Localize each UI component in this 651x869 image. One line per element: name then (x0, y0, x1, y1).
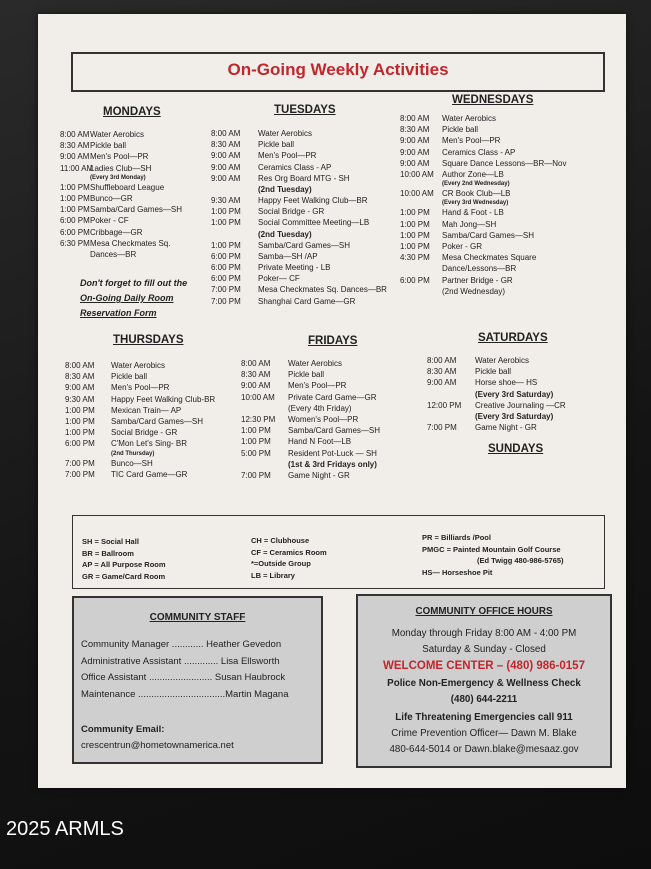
legend-item: SH = Social Hall (82, 537, 139, 546)
activity-time: 1:00 PM (65, 417, 95, 427)
activity-name: Res Org Board MTG - SH (258, 173, 350, 183)
activity-row (400, 135, 567, 146)
activity-note: (Every 3rd Monday) (90, 174, 146, 181)
activity-name: Samba/Card Games—SH (111, 417, 204, 427)
activity-row (211, 296, 387, 307)
activity-row (65, 371, 215, 382)
legend-item: BR = Ballroom (82, 548, 134, 558)
activity-name: Horse shoe— HS (475, 378, 538, 388)
activity-name: CR Book Club—LB (442, 189, 511, 199)
weekend-hours: Saturday & Sunday - Closed (422, 644, 546, 655)
activity-time: 1:00 PM (400, 219, 430, 229)
activity-row (65, 394, 215, 405)
activity-row (241, 403, 380, 414)
activity-row (400, 275, 567, 286)
activity-row (211, 139, 387, 150)
staff-row: Administrative Assistant ............. Lisa Ellsworth (81, 655, 280, 667)
activity-note: (2nd Thursday) (111, 450, 155, 457)
day-heading-saturdays: SATURDAYS (478, 332, 548, 344)
activity-note: (Every 3rd Wednesday) (442, 200, 509, 207)
activity-row (241, 358, 380, 369)
activity-time: 9:00 AM (211, 151, 241, 161)
activity-time: 8:00 AM (400, 114, 430, 123)
activity-name: Bunco—GR (90, 194, 133, 204)
activity-time: 6:00 PM (211, 274, 241, 284)
community-email: crescentrun@hometownamerica.net (81, 740, 234, 751)
staff-row: Community Manager ............ Heather Gevedon (81, 639, 282, 650)
activity-time: 9:00 AM (400, 147, 430, 157)
activity-row (241, 448, 380, 459)
flyer-title: On-Going Weekly Activities (227, 60, 449, 79)
activity-note: (Every 2nd Wednesday) (442, 181, 510, 188)
activity-name: Samba/Card Games—SH (90, 205, 183, 215)
reminder-line: Reservation Form (80, 308, 157, 318)
legend-item: LB = Library (251, 570, 295, 580)
activity-name: Ladies Club—SH (90, 163, 152, 173)
emergency-line: Life Threatening Emergencies call 911 (395, 712, 573, 723)
activity-row (211, 262, 387, 273)
activity-name: Water Aerobics (475, 356, 529, 365)
activity-name: Water Aerobics (258, 129, 312, 138)
legend-column-2 (251, 535, 327, 581)
activity-time: 7:00 PM (427, 422, 457, 432)
activity-time: 6:00 PM (400, 275, 430, 285)
tuesdays-activity-list (211, 128, 387, 307)
activity-name: Samba—SH /AP (258, 251, 318, 261)
activity-row (400, 158, 567, 169)
activity-row (211, 173, 387, 184)
activity-name: Social Committee Meeting—LB (258, 218, 370, 228)
activity-name: Mesa Checkmates Sq. Dances—BR (258, 285, 387, 295)
mondays-activity-list (60, 129, 182, 260)
email-label: Community Email: (81, 724, 165, 735)
activity-name: Pickle ball (475, 367, 512, 377)
activity-row (400, 252, 567, 263)
activity-name: Samba/Card Games—SH (442, 230, 535, 240)
activity-name: Water Aerobics (442, 114, 496, 123)
activity-time: 9:00 AM (211, 162, 241, 172)
activity-row (60, 140, 182, 151)
activity-row (60, 204, 182, 215)
staff-row: Maintenance .................................Martin Magana (81, 688, 289, 700)
activity-time: 9:00 AM (427, 378, 457, 388)
crime-prevention-contact: 480-644-5014 or Dawn.blake@mesaaz.gov (389, 744, 579, 755)
activity-name: TIC Card Game—GR (111, 469, 188, 479)
legend-item: CF = Ceramics Room (251, 547, 327, 557)
activity-row (211, 240, 387, 251)
wednesdays-activity-list (400, 113, 567, 297)
activity-time: 7:00 PM (241, 470, 271, 480)
activity-row (427, 377, 566, 388)
activity-row (211, 206, 387, 217)
activity-name: Ceramics Class - AP (442, 147, 516, 157)
activity-time: 9:00 AM (65, 383, 95, 393)
staff-list (81, 637, 289, 703)
activity-name: Dances—BR (90, 250, 137, 260)
activity-name: Game Night - GR (475, 422, 537, 432)
activity-time (241, 403, 288, 414)
activity-row (427, 366, 566, 377)
activity-name: Poker - GR (442, 242, 483, 252)
activity-row (60, 215, 182, 226)
activity-time: 6:00 PM (65, 439, 95, 449)
activity-name: Pickle ball (288, 370, 325, 380)
welcome-center-phone: WELCOME CENTER – (480) 986-0157 (383, 660, 585, 672)
thursdays-activity-list (65, 360, 215, 480)
activity-row (211, 128, 387, 139)
activity-row (400, 113, 567, 124)
activity-name: Partner Bridge - GR (442, 275, 513, 285)
office-hours-box (356, 594, 612, 768)
activity-row (400, 230, 567, 241)
activity-time (60, 249, 90, 260)
activity-name: Happy Feet Walking Club—BR (258, 196, 368, 206)
activity-row (400, 124, 567, 135)
activity-time: 1:00 PM (60, 182, 90, 192)
activity-row (65, 458, 215, 469)
activity-name: Men's Pool—PR (442, 136, 501, 146)
activity-time: 1:00 PM (400, 208, 430, 218)
activity-time: 8:30 AM (241, 370, 271, 380)
activity-time: 9:00 AM (60, 152, 90, 162)
legend-item: PMGC = Painted Mountain Golf Course (422, 544, 561, 554)
activity-time: 1:00 PM (211, 240, 241, 250)
activity-time: 8:00 AM (65, 361, 95, 370)
activity-name: Shanghai Card Game—GR (258, 296, 356, 306)
activity-name: Men's Pool—PR (111, 383, 170, 393)
activity-name: (Every 4th Friday) (288, 403, 352, 413)
activity-time (400, 263, 442, 274)
activity-name: Square Dance Lessons—BR—Nov (442, 158, 567, 168)
activity-name: Men's Pool—PR (288, 381, 347, 391)
reservation-reminder (80, 276, 187, 321)
activity-row (400, 188, 567, 199)
watermark-footer: 2025 ARMLS (6, 818, 124, 840)
activity-time: 9:00 AM (241, 381, 271, 391)
activity-name: Ceramics Class - AP (258, 162, 332, 172)
activity-row (211, 162, 387, 173)
activity-note: (Every 3rd Saturday) (475, 389, 554, 399)
activity-time: 9:00 AM (211, 173, 241, 183)
activity-row (400, 286, 567, 297)
activity-time: 10:00 AM (400, 170, 434, 180)
reminder-line: Don't forget to fill out the (80, 278, 188, 288)
activity-row (60, 151, 182, 162)
legend-item: *=Outside Group (251, 559, 311, 568)
activity-row (65, 427, 215, 438)
activity-row (241, 380, 380, 391)
reminder-line: On-Going Daily Room (80, 293, 174, 303)
legend-item: CH = Clubhouse (251, 536, 310, 545)
activity-row (400, 207, 567, 218)
activity-name: Mah Jong—SH (442, 219, 497, 229)
activity-row (60, 163, 182, 174)
activity-row (211, 273, 387, 284)
activity-time: 8:00 AM (211, 129, 241, 138)
activity-time: 1:00 PM (400, 230, 430, 240)
activity-time: 8:30 AM (400, 125, 430, 135)
activity-row (65, 416, 215, 427)
activity-row (400, 219, 567, 230)
activity-row (65, 405, 215, 416)
activity-name: Men's Pool—PR (90, 152, 149, 162)
police-non-emergency: Police Non-Emergency & Wellness Check (387, 678, 581, 689)
activity-time: 7:00 PM (211, 296, 241, 306)
activity-row (241, 436, 380, 447)
legend-item: PR = Billiards /Pool (422, 533, 491, 542)
activity-time: 5:00 PM (241, 448, 271, 458)
activity-name: Bunco—SH (111, 458, 153, 468)
activity-name: Mesa Checkmates Sq. (90, 238, 171, 248)
day-heading-tuesdays: TUESDAYS (274, 104, 336, 116)
activity-name: Shuffleboard League (90, 182, 165, 192)
weekday-hours: Monday through Friday 8:00 AM - 4:00 PM (391, 628, 577, 639)
saturdays-activity-list (427, 355, 566, 433)
activity-time: 8:30 AM (65, 372, 95, 382)
activity-time: 1:00 PM (400, 242, 430, 252)
activity-row (241, 470, 380, 481)
activities-flyer (38, 14, 626, 788)
activity-name: Resident Pot-Luck — SH (288, 448, 377, 458)
activity-name: Hand N Foot—LB (288, 437, 352, 447)
activity-time: 9:00 AM (400, 158, 430, 168)
activity-row (400, 241, 567, 252)
activity-row (211, 195, 387, 206)
activity-time: 1:00 PM (211, 207, 241, 217)
activity-name: Happy Feet Walking Club-BR (111, 394, 216, 404)
activity-name: Samba/Card Games—SH (258, 240, 351, 250)
activity-time: 6:00 PM (60, 227, 90, 237)
activity-name: (2nd Wednesday) (442, 286, 505, 296)
activity-name: Water Aerobics (288, 359, 342, 368)
legend-item: (Ed Twigg 480-986-5765) (477, 556, 564, 565)
legend-column-3 (422, 532, 564, 578)
activity-time: 8:30 AM (211, 140, 241, 150)
police-phone: (480) 644-2211 (450, 694, 518, 705)
activity-name: C'Mon Let's Sing- BR (111, 439, 187, 449)
room-legend (72, 515, 605, 589)
activity-time: 9:30 AM (65, 394, 95, 404)
activity-row (60, 193, 182, 204)
activity-time: 7:00 PM (65, 458, 95, 468)
activity-name: Game Night - GR (288, 470, 350, 480)
activity-note: (2nd Tuesday) (258, 229, 312, 239)
activity-name: Water Aerobics (111, 361, 165, 370)
activity-name: Dance/Lessons—BR (442, 264, 517, 274)
activity-name: Author Zone—LB (442, 170, 504, 180)
day-heading-fridays: FRIDAYS (308, 335, 358, 347)
activity-row (400, 263, 567, 274)
activity-time: 1:00 PM (60, 194, 90, 204)
activity-time: 10:00 AM (400, 189, 434, 199)
activity-time: 1:00 PM (65, 405, 95, 415)
activity-name: Samba/Card Games—SH (288, 426, 381, 436)
activity-time: 7:00 PM (211, 285, 241, 295)
activity-time: 8:00 AM (427, 356, 457, 365)
fridays-activity-list (241, 358, 380, 481)
activity-row (211, 251, 387, 262)
activity-time (400, 286, 442, 297)
activity-row (427, 422, 566, 433)
legend-item: GR = Game/Card Room (82, 571, 166, 581)
activity-name: Cribbage—GR (90, 227, 143, 237)
activity-time: 1:00 PM (65, 428, 95, 438)
activity-time: 1:00 PM (241, 426, 271, 436)
activity-name: Men's Pool—PR (258, 151, 317, 161)
activity-time: 12:00 PM (427, 400, 462, 410)
activity-time: 6:00 PM (211, 251, 241, 261)
staff-row: Office Assistant ........................ Susan Haubrock (81, 672, 286, 683)
activity-note: (1st & 3rd Fridays only) (288, 459, 377, 469)
activity-time: 4:30 PM (400, 253, 430, 263)
activity-row (60, 227, 182, 238)
activity-time: 8:30 AM (427, 367, 457, 377)
community-staff-box (72, 596, 323, 764)
activity-time: 11:00 AM (60, 163, 94, 173)
activity-name: Pickle ball (90, 141, 127, 151)
staff-heading: COMMUNITY STAFF (149, 612, 246, 623)
activity-name: Women's Pool—PR (288, 415, 359, 425)
activity-row (427, 355, 566, 366)
activity-row (241, 392, 380, 403)
day-heading-thursdays: THURSDAYS (113, 334, 184, 346)
activity-time: 6:30 PM (60, 238, 90, 248)
activity-row (211, 150, 387, 161)
activity-name: Mesa Checkmates Square (442, 253, 537, 263)
activity-name: Social Bridge - GR (111, 428, 178, 438)
activity-time: 6:00 PM (60, 216, 90, 226)
activity-row (241, 425, 380, 436)
activity-time: 9:30 AM (211, 196, 241, 206)
activity-time: 1:00 PM (60, 205, 90, 215)
title-box (71, 52, 605, 92)
activity-name: Poker - CF (90, 216, 129, 226)
activity-name: Hand & Foot - LB (442, 208, 504, 218)
legend-column-1 (82, 536, 166, 582)
activity-row (60, 129, 182, 140)
activity-name: Pickle ball (258, 140, 295, 150)
activity-name: Creative Journaling —CR (475, 400, 566, 410)
activity-time: 1:00 PM (241, 437, 271, 447)
activity-time: 8:00 AM (241, 359, 271, 368)
activity-row (427, 400, 566, 411)
activity-time: 7:00 PM (65, 469, 95, 479)
legend-item: AP = All Purpose Room (82, 560, 166, 569)
activity-row (65, 360, 215, 371)
activity-time: 8:30 AM (60, 141, 90, 151)
activity-row (60, 238, 182, 249)
activity-row (65, 382, 215, 393)
activity-name: Pickle ball (442, 125, 479, 135)
activity-row (400, 147, 567, 158)
activity-time: 12:30 PM (241, 415, 276, 425)
activity-name: Mexican Train— AP (111, 405, 182, 415)
crime-prevention-officer: Crime Prevention Officer— Dawn M. Blake (391, 728, 577, 739)
activity-name: Private Card Game—GR (288, 392, 377, 402)
day-heading-wednesdays: WEDNESDAYS (452, 94, 534, 106)
activity-note: (2nd Tuesday) (258, 185, 312, 195)
activity-row (60, 182, 182, 193)
activity-time: 9:00 AM (400, 136, 430, 146)
office-heading: COMMUNITY OFFICE HOURS (415, 606, 553, 617)
day-heading-sundays: SUNDAYS (488, 443, 544, 455)
activity-row (60, 249, 182, 260)
activity-row (65, 438, 215, 449)
activity-row (65, 469, 215, 480)
activity-time: 8:00 AM (60, 130, 90, 139)
activity-name: Water Aerobics (90, 130, 144, 139)
activity-name: Poker— CF (258, 274, 300, 284)
activity-row (241, 414, 380, 425)
activity-row (211, 217, 387, 228)
activity-time: 10:00 AM (241, 392, 275, 402)
activity-name: Private Meeting - LB (258, 263, 331, 273)
activity-time: 1:00 PM (211, 218, 241, 228)
activity-row (211, 284, 387, 295)
day-heading-mondays: MONDAYS (103, 106, 161, 118)
legend-item: HS— Horseshoe Pit (422, 567, 493, 577)
activity-row (400, 169, 567, 180)
activity-note: (Every 3rd Saturday) (475, 411, 554, 421)
activity-name: Social Bridge - GR (258, 207, 325, 217)
activity-time: 6:00 PM (211, 263, 241, 273)
activity-name: Pickle ball (111, 372, 148, 382)
activity-row (241, 369, 380, 380)
